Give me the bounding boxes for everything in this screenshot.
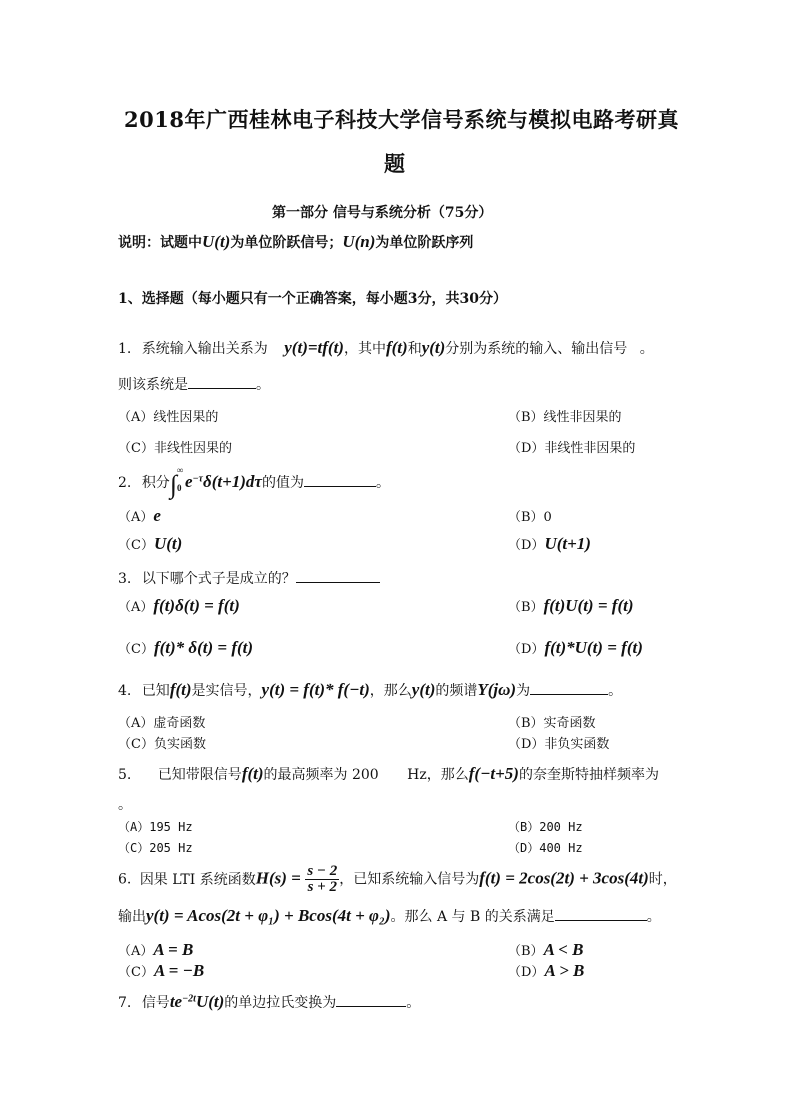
q6-fraction xyxy=(305,864,339,895)
q4-f: f(t) xyxy=(169,680,192,699)
q4-y: y(t) xyxy=(411,680,436,699)
q2-d-value: U(t+1) xyxy=(544,534,591,553)
q1-line2 xyxy=(118,374,270,394)
q6-text1: 因果 LTI 系统函数 xyxy=(139,871,256,888)
q1-eq: y(t)=tf(t) xyxy=(284,338,344,357)
q4-option-c: （C）负实函数 xyxy=(118,737,206,752)
q1-option-c: （C）非线性因果的 xyxy=(118,441,232,456)
q1-text3: 分别为系统的输入、输出信号 xyxy=(445,341,628,357)
q3-b-label: （B） xyxy=(508,600,544,615)
q4-eq: y(t) = f(t)* f(−t) xyxy=(261,680,370,699)
part-heading: 第一部分 信号与系统分析（75分） xyxy=(272,205,493,221)
q7-number: 7. xyxy=(118,995,132,1011)
q2-integrand: e xyxy=(184,472,193,491)
q5-option-c: （C）205 Hz xyxy=(118,841,193,855)
q4-answer-blank[interactable] xyxy=(530,680,608,695)
note-prefix: 说明：试题中 xyxy=(118,235,202,251)
q6-c-label: （C） xyxy=(118,965,154,980)
q5-number: 5. xyxy=(118,767,132,783)
question-4 xyxy=(118,680,622,700)
q6-a-label: （A） xyxy=(118,944,154,959)
q5-option-b: （B）200 Hz xyxy=(508,820,583,834)
q3-text: 以下哪个式子是成立的？ xyxy=(141,571,296,587)
q5-text2: 的最高频率为 200 xyxy=(263,767,379,783)
q7-end: 。 xyxy=(406,995,421,1011)
q7-text1: 信号 xyxy=(141,995,170,1011)
note-mid: 为单位阶跃信号； xyxy=(230,235,343,251)
q6-option-c xyxy=(118,961,204,981)
integral-icon: ∫ xyxy=(169,470,177,499)
q1-option-a: （A）线性因果的 xyxy=(118,410,219,425)
page-title-line2: 题 xyxy=(384,151,406,176)
q5-hz: Hz，那么 xyxy=(407,767,469,783)
q2-number: 2. xyxy=(118,475,132,491)
question-3 xyxy=(118,568,380,588)
q6-end: 。 xyxy=(646,909,661,925)
q6-text5: 。那么 A 与 B 的关系满足 xyxy=(390,909,555,925)
q4-number: 4. xyxy=(118,683,132,699)
q4-text5: 为 xyxy=(516,683,531,699)
q6-H: H(s) = xyxy=(255,868,301,888)
q6-numerator: s − 2 xyxy=(307,863,338,879)
q2-option-d xyxy=(508,534,591,554)
q2-lower-limit: 0 xyxy=(176,483,182,493)
q1-and: 和 xyxy=(407,341,422,357)
q3-c-label: （C） xyxy=(118,642,154,657)
q3-option-d xyxy=(508,638,643,658)
q2-end: 。 xyxy=(375,475,390,491)
q1-answer-blank[interactable] xyxy=(188,374,256,389)
q6-c-value: A = −B xyxy=(153,961,205,980)
q7-signal-step: U(t) xyxy=(195,992,225,1011)
q4-option-a: （A）虚奇函数 xyxy=(118,716,206,731)
section-heading: 1、选择题（每小题只有一个正确答案，每小题3分，共30分） xyxy=(118,291,507,307)
q6-text3: 时， xyxy=(648,871,677,888)
q6-text2: ，已知系统输入信号为 xyxy=(339,871,480,888)
question-2 xyxy=(118,465,390,500)
q6-b-label: （B） xyxy=(508,944,544,959)
q6-d-label: （D） xyxy=(508,965,545,980)
q5-text1: 已知带限信号 xyxy=(157,767,242,783)
question-5 xyxy=(118,764,659,784)
q6-number: 6. xyxy=(118,871,132,888)
q2-c-value: U(t) xyxy=(153,534,183,553)
q3-b-value: f(t)U(t) = f(t) xyxy=(543,596,634,615)
q3-answer-blank[interactable] xyxy=(296,568,380,583)
note xyxy=(118,232,473,252)
q3-a-value: f(t)δ(t) = f(t) xyxy=(153,596,240,615)
q2-upper-limit: ∞ xyxy=(176,465,184,475)
q5-line2: 。 xyxy=(118,797,132,813)
q5-text3: 的奈奎斯特抽样频率为 xyxy=(518,767,659,783)
page-title: 2018年广西桂林电子科技大学信号系统与模拟电路考研真 xyxy=(124,107,679,132)
q6-input: f(t) = 2cos(2t) + 3cos(4t) xyxy=(479,868,649,888)
q4-text4: 的频谱 xyxy=(435,683,478,699)
q2-text1: 积分 xyxy=(141,475,170,491)
q2-option-b: （B）0 xyxy=(508,510,552,525)
q4-option-d: （D）非负实函数 xyxy=(508,737,610,752)
q3-option-a xyxy=(118,596,240,616)
q6-b-value: A < B xyxy=(543,940,584,959)
q5-option-a: （A）195 Hz xyxy=(118,820,193,834)
q4-text1: 已知 xyxy=(141,683,170,699)
q2-option-a xyxy=(118,506,161,526)
q4-Y: Y(jω) xyxy=(477,680,517,699)
q5-f2: f(−t+5) xyxy=(468,764,519,783)
question-6 xyxy=(118,864,677,895)
q1-line2-text: 则该系统是 xyxy=(118,377,188,393)
q4-text2: 是实信号， xyxy=(191,683,262,699)
q2-a-label: （A） xyxy=(118,510,154,525)
q3-a-label: （A） xyxy=(118,600,154,615)
q2-a-value: e xyxy=(153,506,161,525)
q1-text1: 系统输入输出关系为 xyxy=(141,341,268,357)
q2-integrand-rest: δ(t+1)dτ xyxy=(202,472,262,491)
q1-number: 1. xyxy=(118,341,132,357)
q1-line2-end: 。 xyxy=(256,377,270,393)
q4-option-b: （B）实奇函数 xyxy=(508,716,596,731)
q4-end: 。 xyxy=(608,683,623,699)
q7-signal: te xyxy=(169,992,183,1011)
q2-text2: 的值为 xyxy=(261,475,304,491)
q6-answer-blank[interactable] xyxy=(555,906,647,921)
q6-a-value: A = B xyxy=(153,940,194,959)
q7-exponent: −2t xyxy=(182,993,196,1005)
q6-output: y(t) = Acos(2t + φ₁) + Bcos(4t + φ₂) xyxy=(146,906,391,925)
q6-option-d xyxy=(508,961,584,981)
q2-exponent: −τ xyxy=(192,473,203,485)
q6-text4: 输出 xyxy=(118,909,146,925)
q6-denominator: s + 2 xyxy=(307,879,337,895)
q3-c-value: f(t)* δ(t) = f(t) xyxy=(153,638,254,657)
q1-y: y(t) xyxy=(421,338,446,357)
q1-text2: ，其中 xyxy=(343,341,386,357)
q1-option-b: （B）线性非因果的 xyxy=(508,410,622,425)
q7-text2: 的单边拉氏变换为 xyxy=(224,995,337,1011)
q1-option-d: （D）非线性非因果的 xyxy=(508,441,636,456)
q6-option-b xyxy=(508,940,584,960)
note-u1: U(t) xyxy=(202,232,231,251)
q3-d-value: f(t)*U(t) = f(t) xyxy=(544,638,643,657)
q4-text3: ，那么 xyxy=(369,683,412,699)
q5-f: f(t) xyxy=(241,764,264,783)
q5-option-d: （D）400 Hz xyxy=(508,841,583,855)
note-suffix: 为单位阶跃序列 xyxy=(375,235,474,251)
q2-d-label: （D） xyxy=(508,538,545,553)
q1-f: f(t) xyxy=(385,338,408,357)
q2-c-label: （C） xyxy=(118,538,154,553)
q6-line2 xyxy=(118,906,661,926)
q3-option-c xyxy=(118,638,253,658)
q3-number: 3. xyxy=(118,571,132,587)
q1-end: 。 xyxy=(639,341,654,357)
q2-option-c xyxy=(118,534,182,554)
q6-d-value: A > B xyxy=(544,961,585,980)
question-1 xyxy=(118,338,654,358)
q6-option-a xyxy=(118,940,193,960)
q3-option-b xyxy=(508,596,634,616)
q3-d-label: （D） xyxy=(508,642,545,657)
q7-answer-blank[interactable] xyxy=(336,992,406,1007)
q2-answer-blank[interactable] xyxy=(304,472,376,487)
note-u2: U(n) xyxy=(342,232,376,251)
question-7 xyxy=(118,992,420,1012)
